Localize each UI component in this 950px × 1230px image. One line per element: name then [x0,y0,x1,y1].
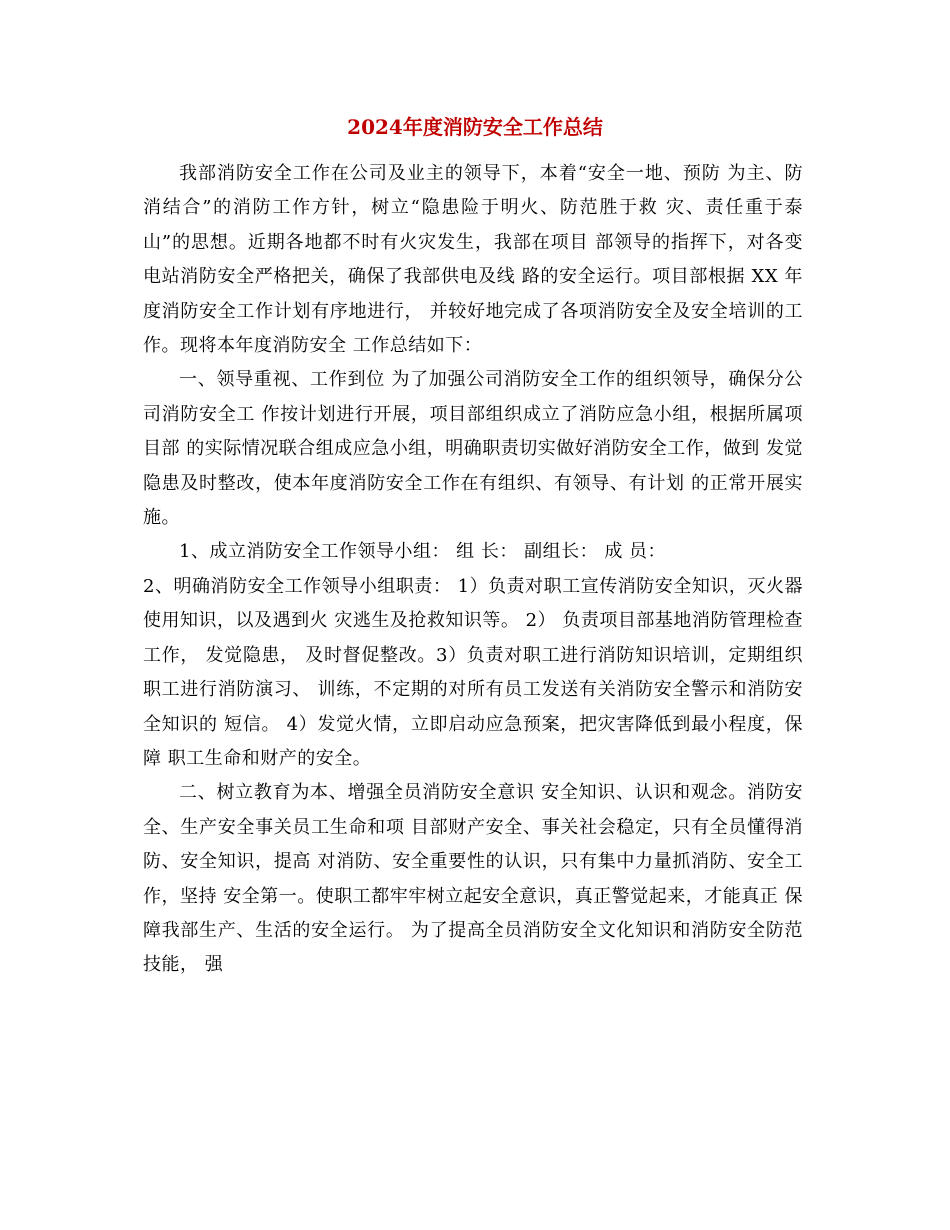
document-body [143,157,803,983]
paragraph-section-two: 二、树立教育为本、增强全员消防安全意识 安全知识、认识和观念。消防安全、生产安全事关员工生命和项 目部财产安全、事关社会稳定，只有全员懂得消防、安全知识，提高 对消防、安全重要性的认识，只有集中力量抓消防、安全工作，坚持 安全第一。使职工都牢牢树立起安全意识，真正警觉起来，才能真正 保障我部生产、生活的安全运行。 为了提高全员消防安全文化知识和消防安全防范技能， 强 [143,782,803,976]
document-title: 2024年度消防安全工作总结 [347,115,603,139]
paragraph-intro: 我部消防安全工作在公司及业主的领导下，本着“安全一地、预防 为主、防消结合”的消防工作方针，树立“隐患险于明火、防范胜于救 灾、责任重于泰山”的思想。近期各地都不时有火灾发生，我部在项目 部领导的指挥下，对各变电站消防安全严格把关，确保了我部供电及线 路的安全运行。项目部根据 XX 年度消防安全工作计划有序地进行， 并较好地完成了各项消防安全及安全培训的工作。现将本年度消防安全 工作总结如下： [143,163,803,357]
paragraph-leadership-group: 1、成立消防安全工作领导小组： 组 长： 副组长： 成 员： [179,541,667,563]
paragraph-group-duties: 2、明确消防安全工作领导小组职责： 1）负责对职工宣传消防安全知识，灭火器使用知识，以及遇到火 灾逃生及抢救知识等。 2） 负责项目部基地消防管理检查工作， 发觉隐患， 及时督促整改。3）负责对职工进行消防知识培训，定期组织职工进行消防演习、 训练，不定期的对所有员工发送有关消防安全警示和消防安全知识的 短信。 4）发觉火情，立即启动应急预案，把灾害降低到最小程度，保障 职工生命和财产的安全。 [143,575,803,769]
paragraph-section-one: 一、领导重视、工作到位 为了加强公司消防安全工作的组织领导，确保分公司消防安全工 作按计划进行开展，项目部组织成立了消防应急小组，根据所属项目部 的实际情况联合组成应急小组，明确职责切实做好消防安全工作，做到 发觉隐患及时整改，使本年度消防安全工作在有组织、有领导、有计划 的正常开展实施。 [143,369,803,529]
